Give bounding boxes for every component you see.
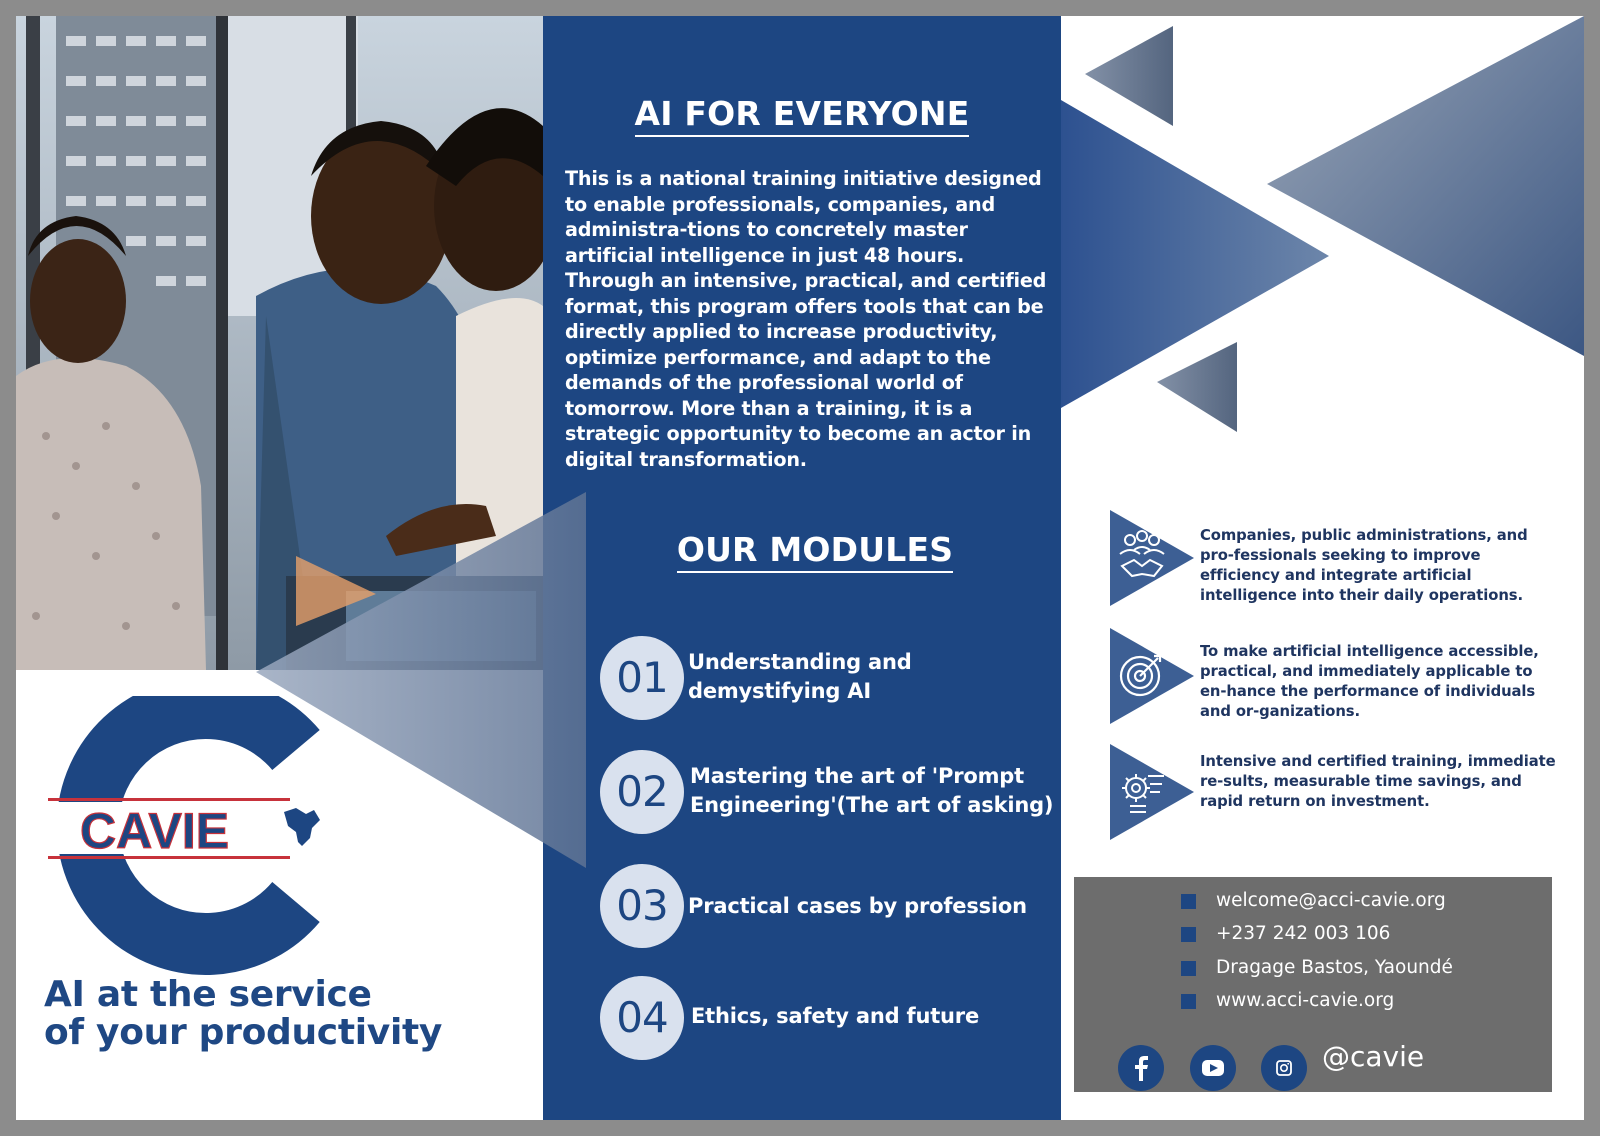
feature-triangle [1110,510,1196,606]
facebook-button[interactable] [1118,1045,1164,1091]
facebook-icon [1118,1045,1164,1091]
module-number: 03 [600,864,684,948]
intro-title: AI FOR EVERYONE [543,94,1061,133]
module-label: Practical cases by profession [688,894,1027,918]
module-label: Understanding and demystifying AI [688,650,912,703]
modules-title: OUR MODULES [556,530,1074,569]
tagline [44,976,504,1052]
feature-triangle [1110,628,1196,724]
instagram-button[interactable] [1261,1045,1307,1091]
youtube-button[interactable] [1190,1045,1236,1091]
social-handle[interactable]: @cavie [1322,1040,1425,1073]
contact-box [1074,877,1552,1092]
bullet-icon [1181,927,1196,942]
module-number: 04 [600,976,684,1060]
contact-email[interactable]: welcome@acci-cavie.org [1216,890,1446,911]
feature-item [1110,628,1570,728]
module-label: Ethics, safety and future [691,1004,979,1028]
module-label: Mastering the art of 'Prompt Engineering'(The art of asking) [690,764,1054,817]
tagline-line1: AI at the service [44,974,372,1015]
feature-triangle [1110,744,1196,840]
contact-website[interactable]: www.acci-cavie.org [1216,990,1395,1011]
contact-phone[interactable]: +237 242 003 106 [1216,923,1391,944]
contact-address: Dragage Bastos, Yaoundé [1216,957,1453,978]
youtube-icon [1190,1045,1236,1091]
logo-wordmark: CAVIE [80,803,230,859]
module-number: 01 [600,636,684,720]
module-number: 02 [600,750,684,834]
bullet-icon [1181,961,1196,976]
cavie-logo [44,696,344,976]
instagram-icon [1261,1045,1307,1091]
team-photo [16,16,543,670]
bullet-icon [1181,894,1196,909]
feature-item [1110,744,1570,844]
tagline-line2: of your productivity [44,1012,443,1053]
feature-text: Companies, public administrations, and pro-fessionals seeking to improve efficiency and integrate artificial intelligence into their daily operations. [1200,527,1528,604]
brochure-page [16,16,1584,1120]
bullet-icon [1181,994,1196,1009]
feature-text: Intensive and certified training, immediate re-sults, measurable time savings, and rapid return on investment. [1200,753,1556,810]
decorative-triangles [1061,16,1584,466]
intro-paragraph: This is a national training initiative designed to enable professionals, companies, and administra-tions to concretely master artificial intelligence in just 48 hours. Through an intensive, practical, and certified format, this program offers tools that can be directly applied to increase productivity, optimize performance, and adapt to the demands of the professional world of tomorrow. More than a training, it is a strategic opportunity to become an actor in digital transformation. [565,167,1047,471]
feature-text: To make artificial intelligence accessible, practical, and immediately applicable to en-hance the performance of individuals and or-ganizations. [1200,643,1539,720]
feature-item [1110,510,1570,610]
